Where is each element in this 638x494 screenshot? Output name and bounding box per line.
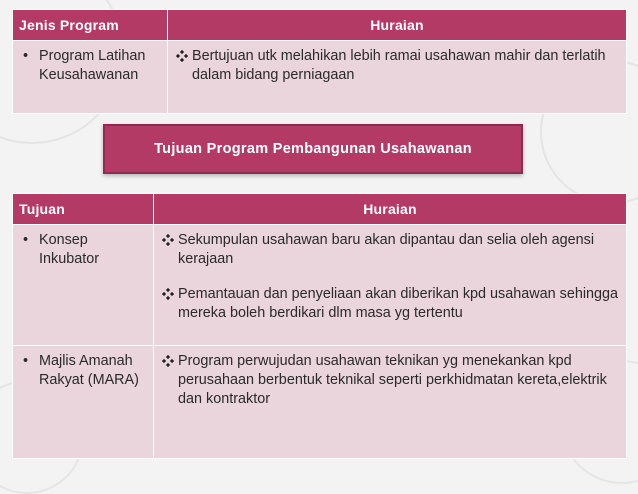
header-jenis-program: Jenis Program — [13, 10, 168, 41]
bullet-icon: • — [23, 48, 29, 64]
program-description-cell — [168, 41, 627, 114]
header-huraian: Huraian — [154, 194, 627, 225]
four-diamond-bullet-icon — [162, 234, 174, 246]
program-name-cell — [13, 41, 168, 114]
purpose-description: Sekumpulan usahawan baru akan dipantau dan selia oleh agensi kerajaan — [178, 232, 595, 267]
program-table — [12, 9, 627, 114]
purpose-description: Pemantauan dan penyeliaan akan diberikan kpd usahawan sehingga mereka boleh berdikari dlm masa yg tertentu — [178, 286, 619, 321]
purpose-description-cell — [154, 346, 627, 459]
purpose-name-cell — [13, 346, 154, 459]
four-diamond-bullet-icon — [176, 50, 188, 62]
header-huraian: Huraian — [168, 10, 627, 41]
bullet-icon: • — [23, 232, 29, 248]
header-tujuan: Tujuan — [13, 194, 154, 225]
purpose-description-cell — [154, 225, 627, 346]
list-item — [162, 285, 620, 323]
table-row — [13, 225, 627, 346]
purpose-name: Majlis Amanah Rakyat (MARA) — [39, 353, 139, 388]
program-table-header-row — [13, 10, 627, 41]
list-item — [162, 231, 620, 269]
table-row — [13, 41, 627, 114]
purpose-name-cell — [13, 225, 154, 346]
table-row — [13, 346, 627, 459]
purpose-table-header-row — [13, 194, 627, 225]
list-item — [21, 231, 147, 269]
four-diamond-bullet-icon — [162, 355, 174, 367]
list-item — [21, 352, 147, 390]
list-item — [176, 47, 620, 85]
purpose-description: Program perwujudan usahawan teknikan yg menekankan kpd perusahaan berbentuk teknikal seperti perkhidmatan kereta,elektrik dan kontraktor — [178, 353, 607, 407]
purpose-name: Konsep Inkubator — [39, 232, 100, 267]
list-item — [162, 352, 620, 409]
four-diamond-bullet-icon — [162, 288, 174, 300]
banner-title: Tujuan Program Pembangunan Usahawanan — [154, 141, 472, 157]
program-name: Program Latihan Keusahawanan — [39, 48, 146, 83]
purpose-table — [12, 193, 627, 459]
section-banner — [103, 124, 523, 174]
program-description: Bertujuan utk melahikan lebih ramai usahawan mahir dan terlatih dalam bidang perniagaan — [192, 48, 606, 83]
bullet-icon: • — [23, 353, 29, 369]
list-item — [21, 47, 161, 85]
